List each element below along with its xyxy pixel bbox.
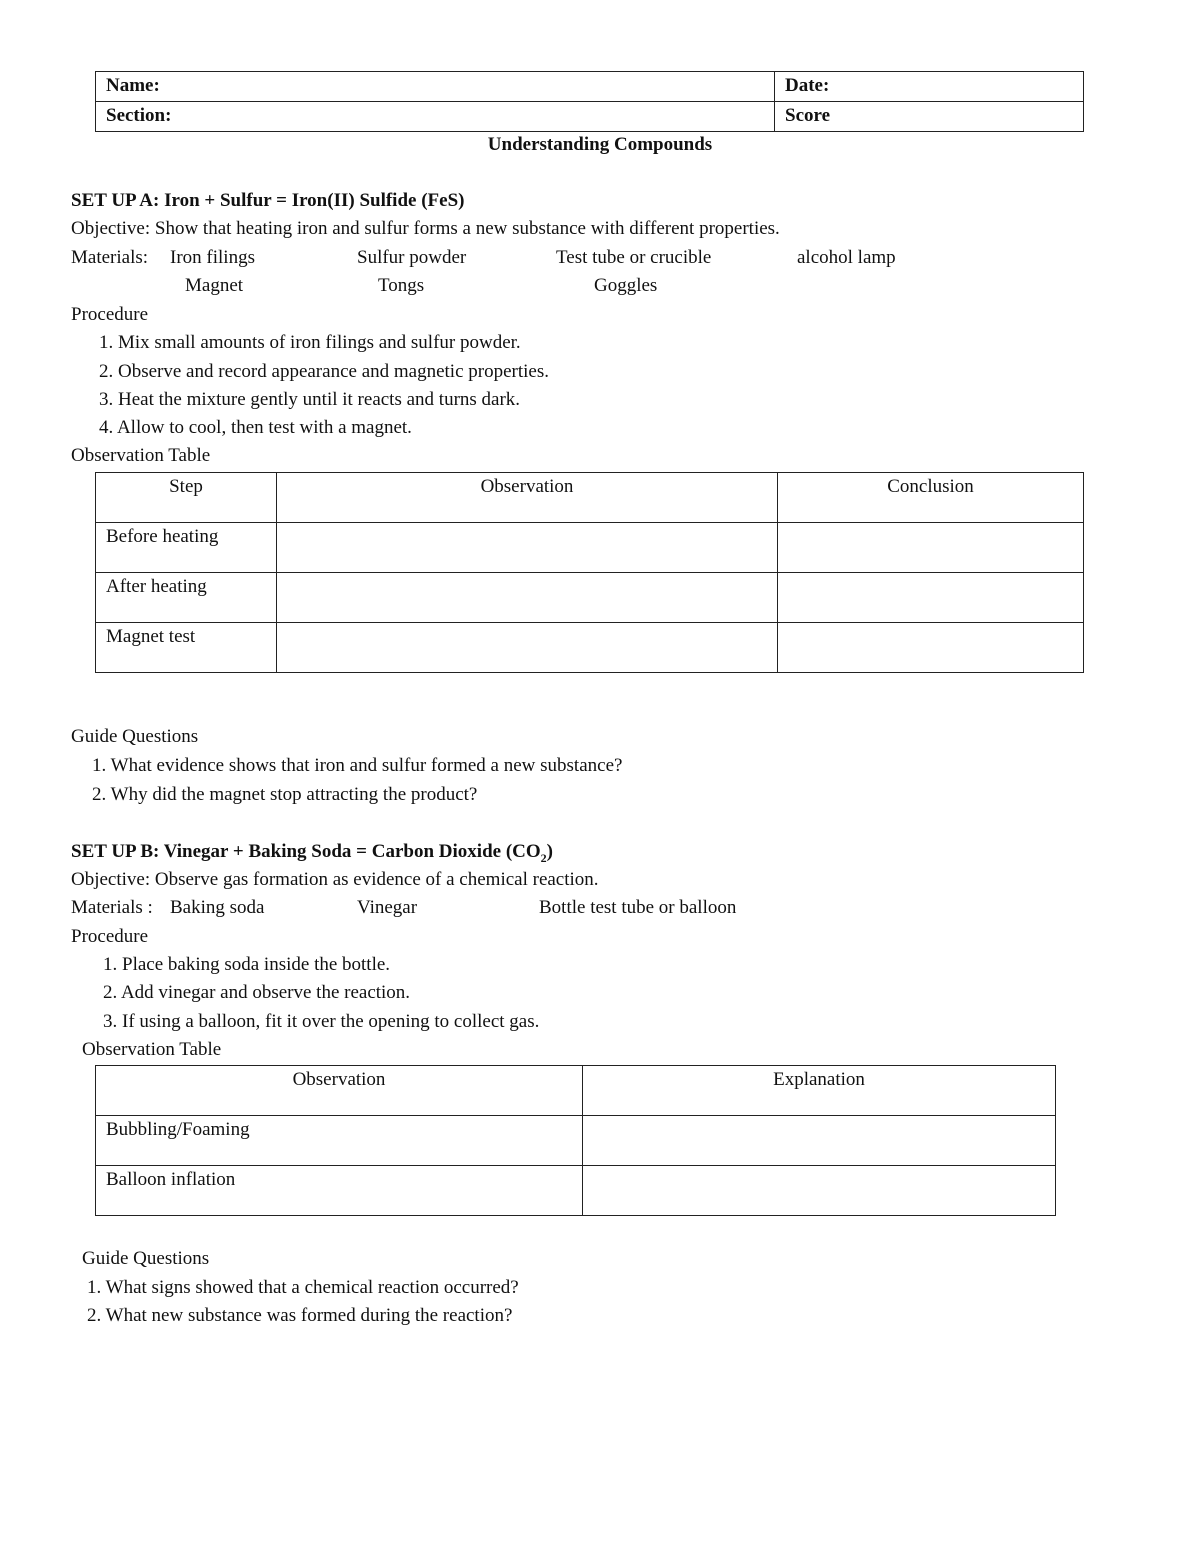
setup-b-procedure-label: Procedure (71, 926, 149, 947)
table-header-row (96, 1066, 1056, 1116)
setup-b-guide-label: Guide Questions (82, 1248, 210, 1269)
column-header: Observation (480, 476, 574, 497)
procedure-step: 1. Place baking soda inside the bottle. (103, 954, 391, 975)
guide-question: 2. Why did the magnet stop attracting the product? (92, 784, 478, 805)
material-item: Tongs (378, 275, 425, 296)
guide-question: 1. What evidence shows that iron and sulfur formed a new substance? (92, 755, 623, 776)
section-label: Section: (106, 105, 172, 126)
setup-a-heading: SET UP A: Iron + Sulfur = Iron(II) Sulfide (FeS) (71, 190, 465, 211)
row-label: After heating (106, 576, 207, 597)
material-item: Bottle test tube or balloon (539, 897, 737, 918)
page-title: Understanding Compounds (487, 134, 713, 155)
column-header: Observation (292, 1069, 386, 1090)
setup-b-observation-table (95, 1065, 1056, 1216)
column-header: Explanation (773, 1069, 865, 1090)
row-label: Bubbling/Foaming (106, 1119, 250, 1140)
conclusion-cell[interactable] (778, 523, 1084, 573)
date-label: Date: (785, 75, 830, 96)
procedure-step: 3. Heat the mixture gently until it reacts and turns dark. (99, 389, 521, 410)
observation-cell[interactable] (277, 623, 778, 673)
procedure-step: 1. Mix small amounts of iron filings and sulfur powder. (99, 332, 521, 353)
observation-cell[interactable] (277, 523, 778, 573)
row-label: Before heating (106, 526, 219, 547)
explanation-cell[interactable] (583, 1116, 1056, 1166)
table-row (96, 1116, 1056, 1166)
material-item: Magnet (185, 275, 244, 296)
setup-a-observation-table (95, 472, 1084, 673)
table-row (96, 1166, 1056, 1216)
setup-b-table-label: Observation Table (82, 1039, 222, 1060)
setup-b-heading: SET UP B: Vinegar + Baking Soda = Carbon Dioxide $(CO_2)$ (71, 841, 553, 865)
setup-a-procedure-label: Procedure (71, 304, 149, 325)
material-item: Baking soda (170, 897, 265, 918)
score-label: Score (785, 105, 831, 126)
setup-a-materials-label: Materials: (71, 247, 149, 268)
guide-question: 2. What new substance was formed during the reaction? (87, 1305, 513, 1326)
procedure-step: 4. Allow to cool, then test with a magnet. (99, 417, 412, 438)
conclusion-cell[interactable] (778, 623, 1084, 673)
observation-cell[interactable] (277, 573, 778, 623)
conclusion-cell[interactable] (778, 573, 1084, 623)
guide-question: 1. What signs showed that a chemical reaction occurred? (87, 1277, 519, 1298)
table-row (96, 623, 1084, 673)
procedure-step: 3. If using a balloon, fit it over the opening to collect gas. (103, 1011, 540, 1032)
material-item: alcohol lamp (797, 247, 896, 268)
material-item: Goggles (594, 275, 658, 296)
table-row (96, 573, 1084, 623)
row-label: Magnet test (106, 626, 196, 647)
setup-a-objective: Objective: Show that heating iron and sulfur forms a new substance with different properties. (71, 218, 780, 239)
table-row (96, 523, 1084, 573)
setup-a-table-label: Observation Table (71, 445, 211, 466)
row-label: Balloon inflation (106, 1169, 236, 1190)
setup-b-materials-label: Materials : (71, 897, 153, 918)
material-item: Sulfur powder (357, 247, 467, 268)
explanation-cell[interactable] (583, 1166, 1056, 1216)
column-header: Conclusion (887, 476, 974, 497)
column-header: Step (169, 476, 203, 497)
material-item: Iron filings (170, 247, 255, 268)
setup-a-guide-label: Guide Questions (71, 726, 199, 747)
table-header-row (96, 473, 1084, 523)
material-item: Vinegar (357, 897, 418, 918)
procedure-step: 2. Add vinegar and observe the reaction. (103, 982, 411, 1003)
setup-b-objective: Objective: Observe gas formation as evidence of a chemical reaction. (71, 869, 599, 890)
procedure-step: 2. Observe and record appearance and magnetic properties. (99, 361, 549, 382)
score-field[interactable] (775, 102, 1084, 132)
material-item: Test tube or crucible (556, 247, 712, 268)
date-field[interactable] (775, 72, 1084, 102)
section-field[interactable] (96, 102, 775, 132)
name-field[interactable] (96, 72, 775, 102)
student-info-table (95, 71, 1084, 132)
name-label: Name: (106, 75, 160, 96)
